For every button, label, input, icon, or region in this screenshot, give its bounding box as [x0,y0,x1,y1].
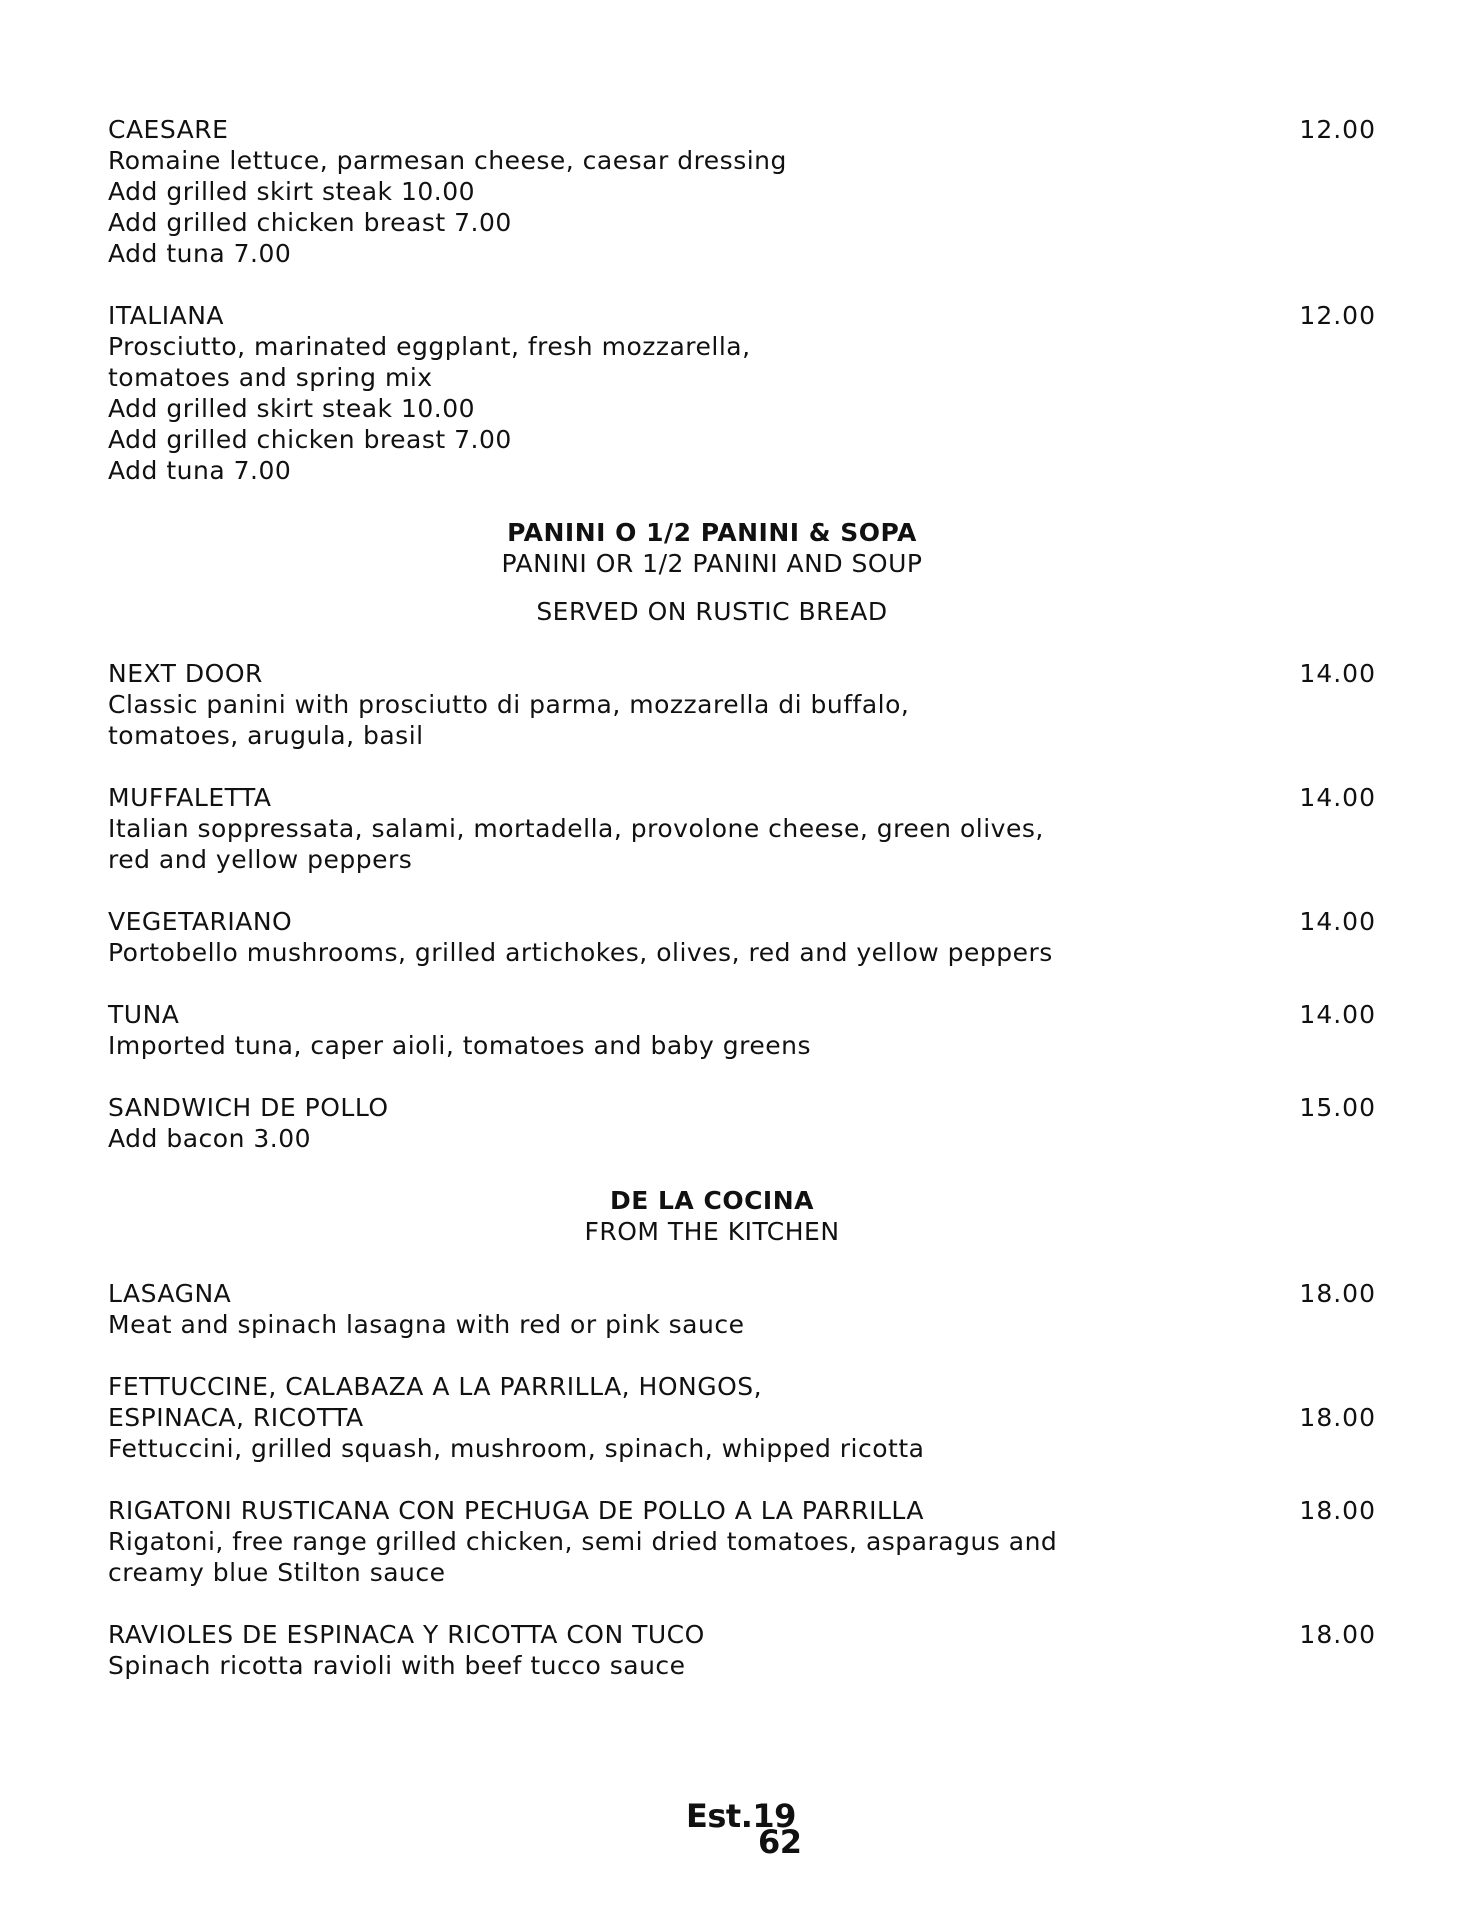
item-price: 14.00 [1299,907,1376,936]
item-description: Portobello mushrooms, grilled artichokes, olives, red and yellow peppers [108,938,1053,967]
item-name: VEGETARIANO [108,907,293,936]
item-addon: Add grilled chicken breast 7.00 [108,208,512,237]
item-description: Italian soppressata, salami, mortadella, provolone cheese, green olives, [108,814,1044,843]
item-description: Fettuccini, grilled squash, mushroom, spinach, whipped ricotta [108,1434,925,1463]
item-price: 18.00 [1299,1496,1376,1525]
item-addon: Add grilled chicken breast 7.00 [108,425,512,454]
item-description: Classic panini with prosciutto di parma, mozzarella di buffalo, [108,690,910,719]
item-description: Spinach ricotta ravioli with beef tucco sauce [108,1651,686,1680]
section-title: DE LA COCINA [609,1186,815,1215]
item-description: Prosciutto, marinated eggplant, fresh mozzarella, [108,332,751,361]
item-name: TUNA [108,1000,180,1029]
item-addon: Add grilled skirt steak 10.00 [108,394,476,423]
item-addon: Add tuna 7.00 [108,456,292,485]
item-description: Rigatoni, free range grilled chicken, semi dried tomatoes, asparagus and [108,1527,1058,1556]
menu-page [108,114,1376,1712]
item-price: 14.00 [1299,783,1376,812]
item-price: 18.00 [1299,1403,1376,1432]
item-description: Meat and spinach lasagna with red or pink sauce [108,1310,745,1339]
item-name: MUFFALETTA [108,783,272,812]
item-description: creamy blue Stilton sauce [108,1558,446,1587]
menu-item-next-door [108,658,1376,751]
menu-item-tuna [108,999,1376,1061]
item-addon: Add tuna 7.00 [108,239,292,268]
item-description: Imported tuna, caper aioli, tomatoes and baby greens [108,1031,811,1060]
item-price: 14.00 [1299,1000,1376,1029]
item-price: 15.00 [1299,1093,1376,1122]
section-subtitle: FROM THE KITCHEN [584,1217,840,1246]
section-header-panini [78,517,1346,627]
item-name-continued: ESPINACA, RICOTTA [108,1403,364,1432]
menu-item-muffaletta [108,782,1376,875]
item-price: 18.00 [1299,1620,1376,1649]
logo-sub-text: 62 [758,1823,802,1861]
menu-item-fettuccine [108,1371,1376,1464]
item-price: 18.00 [1299,1279,1376,1308]
item-name: NEXT DOOR [108,659,263,688]
menu-item-vegetariano [108,906,1376,968]
section-header-kitchen [78,1185,1346,1247]
menu-item-lasagna [108,1278,1376,1340]
establishment-logo [686,1798,806,1868]
menu-item-caesare [108,114,1376,269]
menu-item-ravioles [108,1619,1376,1681]
menu-item-rigatoni [108,1495,1376,1588]
logo-main-text: Est.19 [686,1797,796,1835]
item-price: 14.00 [1299,659,1376,688]
section-note: SERVED ON RUSTIC BREAD [536,597,888,626]
section-subtitle: PANINI OR 1/2 PANINI AND SOUP [501,549,923,578]
item-name: CAESARE [108,115,229,144]
section-title: PANINI O 1/2 PANINI & SOPA [507,518,917,547]
item-name: SANDWICH DE POLLO [108,1093,389,1122]
menu-item-italiana [108,300,1376,486]
item-price: 12.00 [1299,301,1376,330]
menu-item-sandwich-de-pollo [108,1092,1376,1154]
item-name: ITALIANA [108,301,225,330]
item-description: Romaine lettuce, parmesan cheese, caesar dressing [108,146,787,175]
item-description: red and yellow peppers [108,845,413,874]
item-addon: Add bacon 3.00 [108,1124,312,1153]
item-name: RAVIOLES DE ESPINACA Y RICOTTA CON TUCO [108,1620,705,1649]
item-name: FETTUCCINE, CALABAZA A LA PARRILLA, HONGOS, [108,1372,763,1401]
item-name: RIGATONI RUSTICANA CON PECHUGA DE POLLO A LA PARRILLA [108,1496,925,1525]
item-description: tomatoes, arugula, basil [108,721,424,750]
item-name: LASAGNA [108,1279,232,1308]
item-addon: Add grilled skirt steak 10.00 [108,177,476,206]
item-description: tomatoes and spring mix [108,363,433,392]
item-price: 12.00 [1299,115,1376,144]
